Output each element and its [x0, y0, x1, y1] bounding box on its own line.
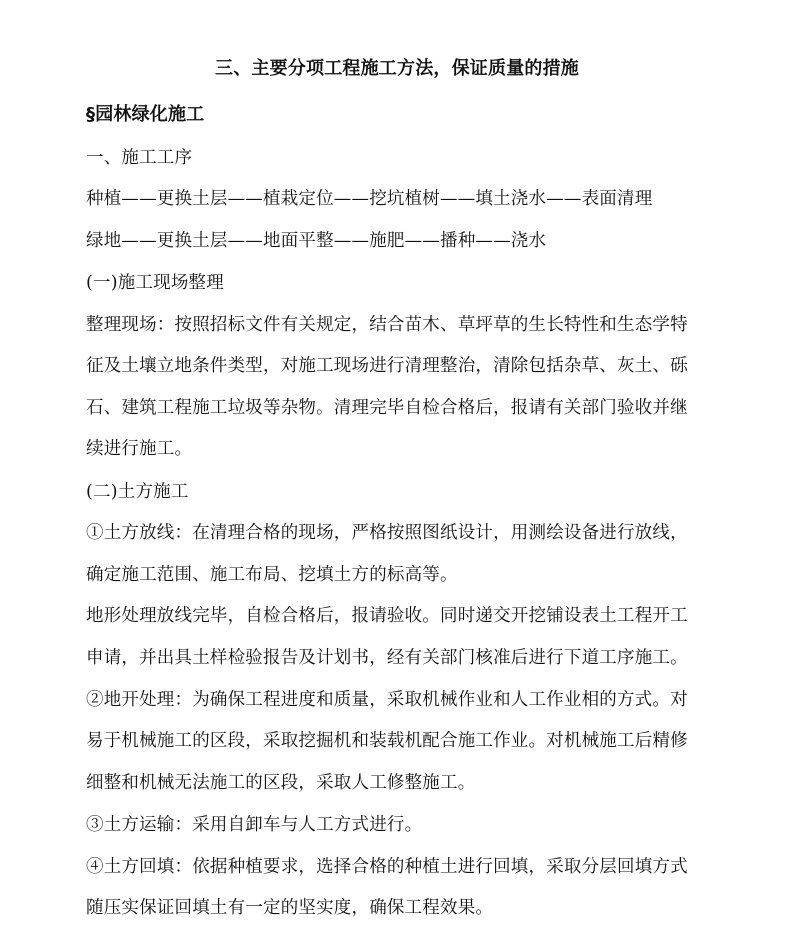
paragraph-line: ②地开处理：为确保工程进度和质量，采取机械作业和人工作业相的方式。对 — [86, 690, 688, 710]
sequence-planting: 种植——更换土层——植栽定位——挖坑植树——填土浇水——表面清理 — [86, 189, 653, 209]
paragraph-line: ④土方回填：依据种植要求，选择合格的种植土进行回填，采取分层回填方式 — [86, 857, 688, 877]
paragraph-line: 地形处理放线完毕，自检合格后，报请验收。同时递交开挖铺设表土工程开工 — [86, 606, 688, 626]
heading-construction-sequence: 一、施工工序 — [86, 148, 193, 168]
paragraph-line: 续进行施工。 — [86, 439, 193, 459]
sequence-greenland: 绿地——更换土层——地面平整——施肥——播种——浇水 — [86, 231, 547, 251]
paragraph-line: ①土方放线：在清理合格的现场，严格按照图纸设计，用测绘设备进行放线， — [86, 523, 688, 543]
paragraph-line: 整理现场：按照招标文件有关规定，结合苗木、草坪草的生长特性和生态学特 — [86, 315, 688, 335]
paragraph-line: 随压实保证回填土有一定的坚实度，确保工程效果。 — [86, 898, 494, 918]
paragraph-line: 细整和机械无法施工的区段，采取人工修整施工。 — [86, 773, 476, 793]
subheading-earthwork: (二)土方施工 — [86, 482, 189, 502]
paragraph-line: 申请，并出具土样检验报告及计划书，经有关部门核准后进行下道工序施工。 — [86, 648, 688, 668]
subheading-site-cleanup: (一)施工现场整理 — [86, 273, 224, 293]
paragraph-line: 石、建筑工程施工垃圾等杂物。清理完毕自检合格后，报请有关部门验收并继 — [86, 398, 688, 418]
paragraph-line: 易于机械施工的区段，采取挖掘机和装载机配合施工作业。对机械施工后精修 — [86, 731, 688, 751]
page-title: 三、主要分项工程施工方法，保证质量的措施 — [215, 58, 579, 79]
paragraph-line: 征及土壤立地条件类型，对施工现场进行清理整治，清除包括杂草、灰土、砾 — [86, 356, 688, 376]
paragraph-line: ③土方运输：采用自卸车与人工方式进行。 — [86, 815, 423, 835]
paragraph-line: 确定施工范围、施工布局、挖填土方的标高等。 — [86, 565, 458, 585]
section-heading: §园林绿化施工 — [86, 104, 205, 125]
